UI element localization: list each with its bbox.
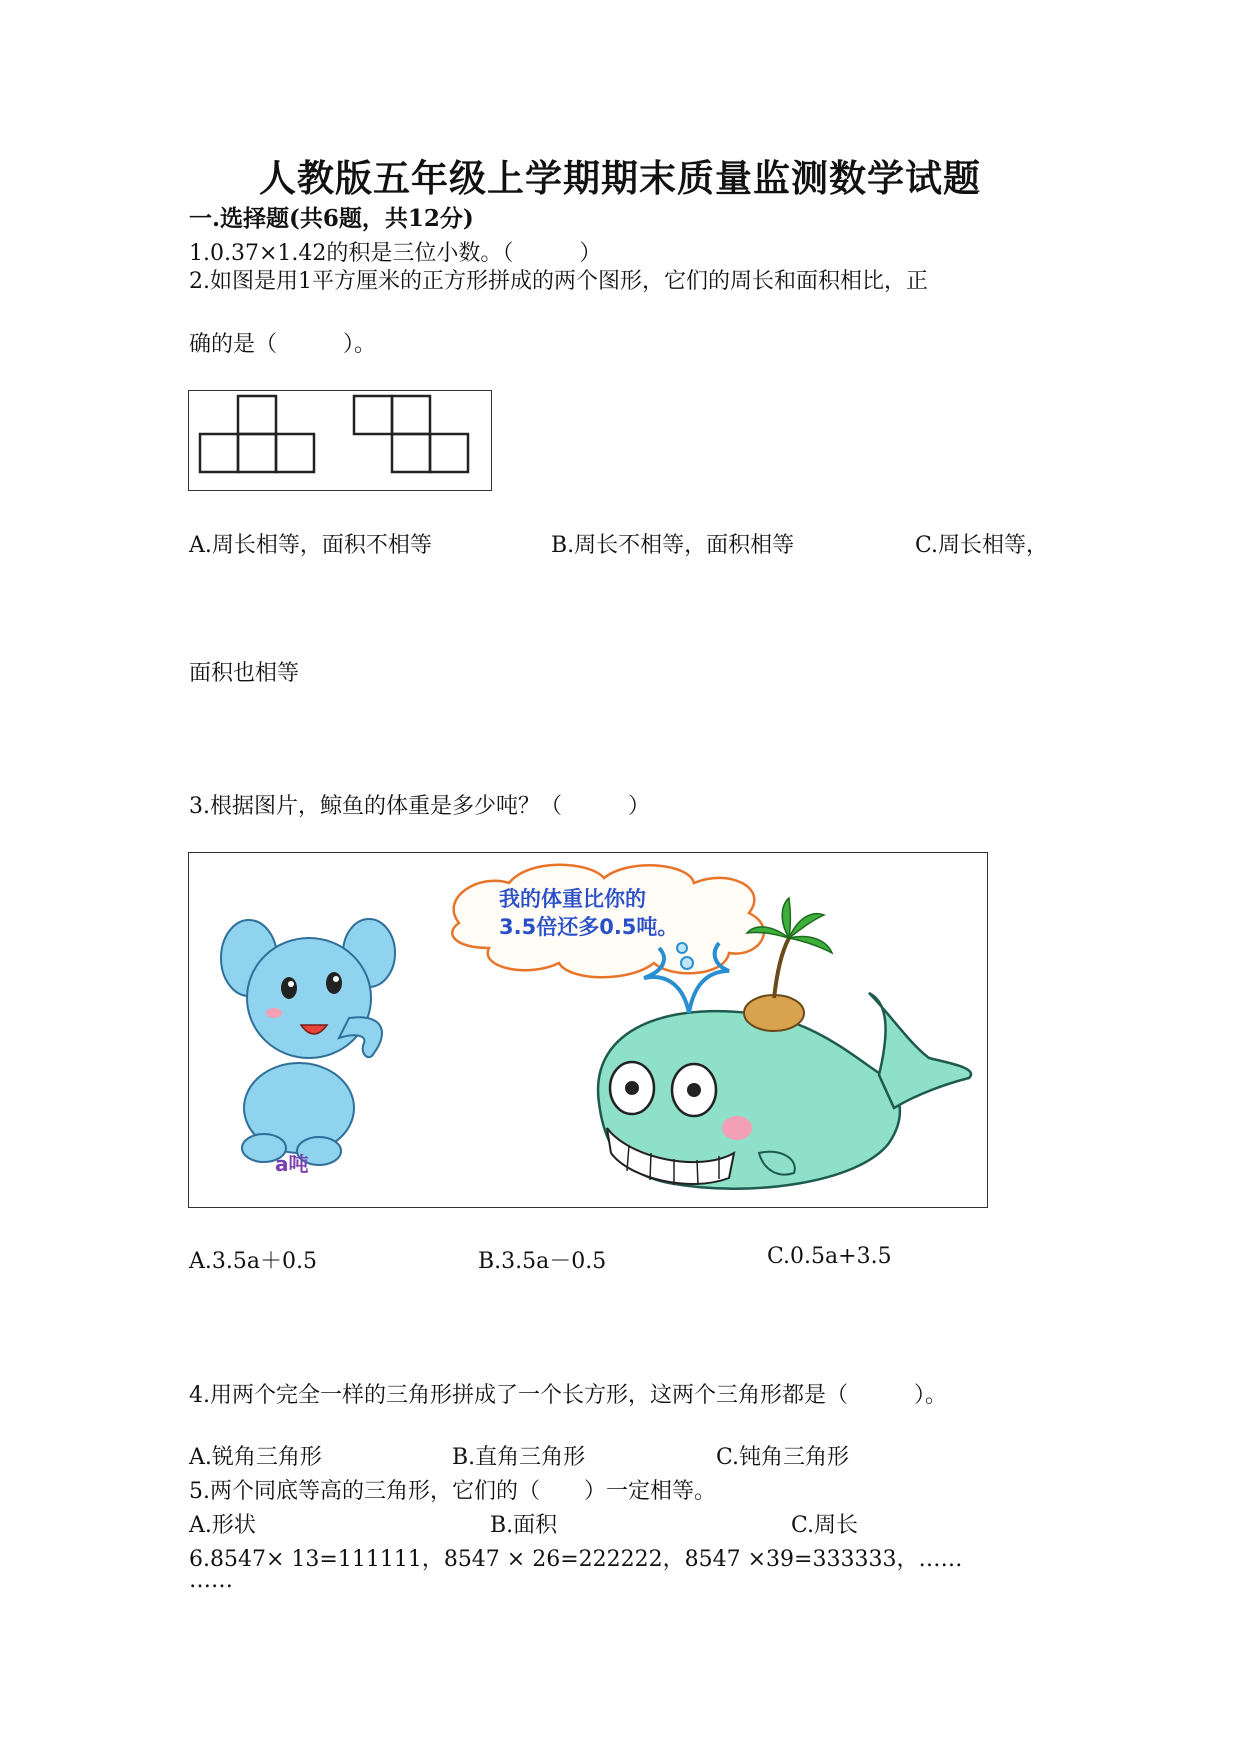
square-left-2 [238,434,276,472]
bubble-text-line-2: 3.5倍还多0.5吨。 [499,915,679,939]
q5-option-b: B.面积 [490,1513,558,1538]
q5-option-a: A.形状 [189,1513,256,1538]
square-right-1 [354,396,392,434]
question-6-line-1: 6.8547× 13=111111，8547 × 26=222222，8547 ×39=333333，…… [189,1547,963,1572]
square-left-1 [200,434,238,472]
question-5: 5.两个同底等高的三角形，它们的（ ）一定相等。 [189,1479,716,1504]
page-title: 人教版五年级上学期期末质量监测数学试题 [259,156,981,200]
q4-option-a: A.锐角三角形 [189,1445,322,1470]
section-heading-choice: 一.选择题(共6题，共12分) [189,205,474,232]
question-4: 4.用两个完全一样的三角形拼成了一个长方形，这两个三角形都是（ ）。 [189,1383,947,1408]
q3-option-c: C.0.5a+3.5 [767,1244,892,1269]
q5-option-c: C.周长 [791,1513,859,1538]
q2-option-c-continued: 面积也相等 [189,661,300,686]
bubble-text-line-1: 我的体重比你的 [499,887,646,911]
square-right-3 [392,434,430,472]
question-3: 3.根据图片，鲸鱼的体重是多少吨？（ ） [189,794,650,819]
figure-elephant-whale [188,852,988,1208]
square-right-4 [430,434,468,472]
question-6-line-2: …… [189,1568,233,1593]
square-left-4 [238,396,276,434]
q2-option-a: A.周长相等，面积不相等 [189,533,432,558]
q4-option-c: C.钝角三角形 [716,1445,850,1470]
q3-option-a: A.3.5a＋0.5 [189,1249,317,1274]
question-2-line-1: 2.如图是用1平方厘米的正方形拼成的两个图形，它们的周长和面积相比，正 [189,269,928,294]
q2-option-b: B.周长不相等，面积相等 [551,533,795,558]
square-right-2 [392,396,430,434]
elephant-weight-label: a吨 [275,1152,309,1176]
q2-option-c: C.周长相等， [915,533,1049,558]
question-2-line-2: 确的是（ ）。 [189,332,377,357]
question-1: 1.0.37×1.42的积是三位小数。（ ） [189,241,602,266]
figure-squares [188,390,492,491]
square-left-3 [276,434,314,472]
q4-option-b: B.直角三角形 [452,1445,586,1470]
q3-option-b: B.3.5a－0.5 [478,1249,607,1274]
elephant-illustration [221,919,395,1165]
